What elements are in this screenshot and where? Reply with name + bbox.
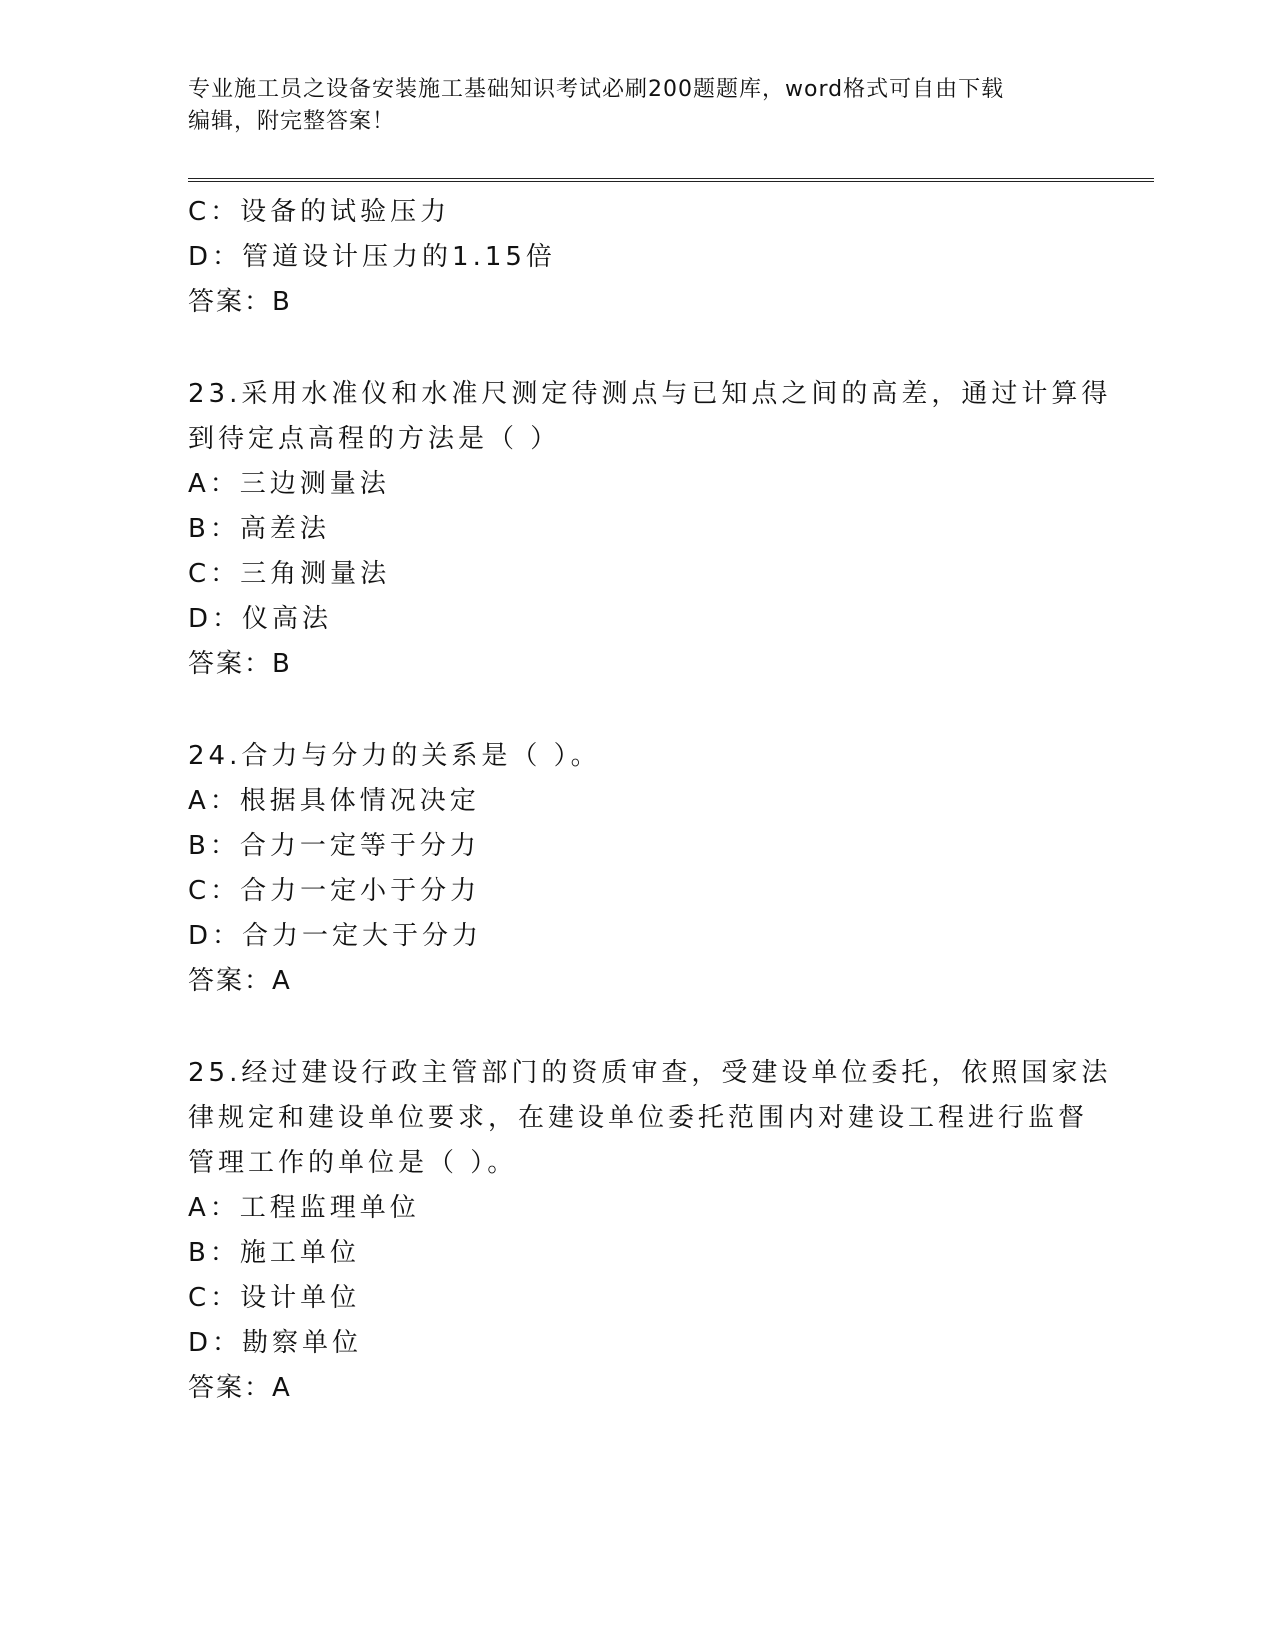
question-text: 到待定点高程的方法是（ ） (188, 424, 561, 454)
option-b: B：合力一定等于分力 (188, 831, 480, 861)
answer: 答案：B (188, 287, 292, 317)
header-line-2: 编辑，附完整答案！ (188, 109, 396, 134)
option-d: D：管道设计压力的1.15倍 (188, 242, 556, 272)
question-text: 管理工作的单位是（ ）。 (188, 1148, 518, 1178)
option-c: C：设计单位 (188, 1283, 361, 1313)
option-b: B：高差法 (188, 514, 330, 544)
option-a: A：工程监理单位 (188, 1193, 420, 1223)
option-a: A：根据具体情况决定 (188, 786, 480, 816)
option-c: C：三角测量法 (188, 559, 391, 589)
option-c: C：合力一定小于分力 (188, 876, 481, 906)
option-c: C：设备的试验压力 (188, 197, 451, 227)
option-d: D：合力一定大于分力 (188, 921, 483, 951)
header-divider (188, 178, 1154, 182)
question-list (188, 190, 1112, 1411)
answer: 答案：B (188, 649, 292, 679)
question-text: 24.合力与分力的关系是（ ）。 (188, 741, 601, 771)
question-23 (188, 372, 1112, 687)
question-25 (188, 1051, 1112, 1411)
option-d: D：仪高法 (188, 604, 333, 634)
option-d: D：勘察单位 (188, 1328, 363, 1358)
question-text: 25.经过建设行政主管部门的资质审查，受建设单位委托，依照国家法 (188, 1058, 1112, 1088)
document-header (188, 74, 1088, 138)
prev-question (188, 190, 1088, 325)
option-b: B：施工单位 (188, 1238, 360, 1268)
question-24 (188, 734, 1088, 1004)
option-a: A：三边测量法 (188, 469, 390, 499)
question-text: 23.采用水准仪和水准尺测定待测点与已知点之间的高差，通过计算得 (188, 379, 1112, 409)
answer: 答案：A (188, 1373, 292, 1403)
header-line-1: 专业施工员之设备安装施工基础知识考试必刷200题题库，word格式可自由下载 (188, 77, 1005, 102)
answer: 答案：A (188, 966, 292, 996)
question-text: 律规定和建设单位要求，在建设单位委托范围内对建设工程进行监督 (188, 1103, 1089, 1133)
